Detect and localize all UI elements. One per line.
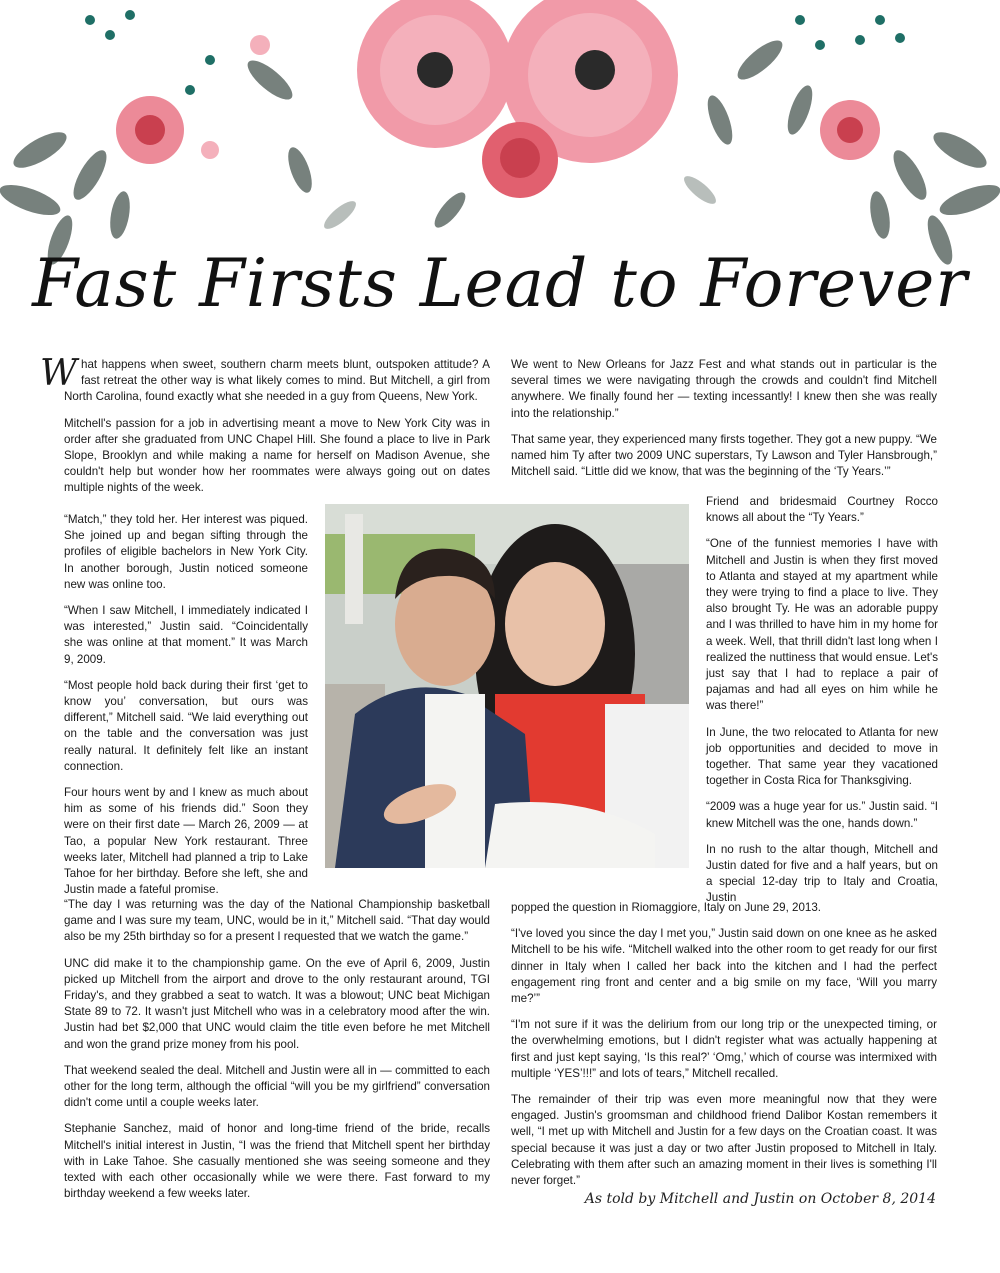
- article-title: Fast Firsts Lead to Forever: [32, 245, 968, 322]
- paragraph: Mitchell's passion for a job in advertising meant a move to New York City was in order after she graduated from UNC Chapel Hill. She found a place to live in Park Slope, Brooklyn and while making a name for herself on Madison Avenue, she couldn't help but wonder how her roommates were always going out on dates multiple nights of the week.: [64, 416, 490, 495]
- paragraph: In June, the two relocated to Atlanta for new job opportunities and decided to move in together. That same year they vacationed together in Costa Rica for Thanksgiving.: [706, 725, 938, 788]
- right-column-top: [511, 357, 937, 490]
- paragraph: “When I saw Mitchell, I immediately indicated I was interested,” Justin said. “Coincidentally she was online at that moment.” It was March 9, 2009.: [64, 604, 308, 666]
- right-column-lower: [511, 900, 937, 1199]
- paragraph: “One of the funniest memories I have with Mitchell and Justin is when they first moved to Atlanta and stayed at my apartment while they were trying to find a place to live. They also brought Ty. He was an adorable puppy and I was thrilled to have him in my home for a week. Well, that thrill didn't last long when I realized the nuttiness that would ensue. Let's just say that I had to replace a pair of pajamas and had all eyes on him while he was there!”: [706, 537, 938, 713]
- left-narrow-column: [64, 512, 308, 908]
- paragraph: UNC did make it to the championship game. On the eve of April 6, 2009, Justin picked up Mitchell from the airport and drove to the only restaurant around, TGI Friday's, and they grabbed a seat to watch. It was a blowout; UNC beat Michigan State 89 to 72. It wasn't just Mitchell who was in a celebratory mood after the win. Justin had bet $2,000 that UNC would claim the title even before he met Mitchell and won the grand prize money from his pool.: [64, 956, 490, 1051]
- paragraph: Stephanie Sanchez, maid of honor and long-time friend of the bride, recalls Mitchell's initial interest in Justin, “I was the friend that Mitchell spent her birthday with in Lake Tahoe. She casually mentioned she was seeing someone and they texted with each other occasionally while we were there. Fast forward to my birthday weekend a few weeks later.: [64, 1122, 490, 1201]
- paragraph: popped the question in Riomaggiore, Italy on June 29, 2013.: [511, 901, 822, 914]
- paragraph: “Most people hold back during their first ‘get to know you’ conversation, but ours was different,” Mitchell said. “We laid everything out on the table and the conversation was just really natural. It definitely felt like an instant connection.: [64, 678, 308, 773]
- paragraph: “The day I was returning was the day of the National Championship basketball game and I was sure my team, UNC, would be in it,” Mitchell said. “That day would also be my 25th birthday so for a present I requested that we watch the game.”: [64, 898, 490, 944]
- paragraph: “I've loved you since the day I met you,” Justin said down on one knee as he asked Mitchell to be his wife. “Mitchell walked into the other room to get ready for our first dinner in Italy when I called her back into the kitchen and I had the perfect engagement ring front and center and a big smile on my face, ‘Will you marry me?’”: [511, 927, 937, 1006]
- paragraph: “2009 was a huge year for us.” Justin said. “I knew Mitchell was the one, hands down.”: [706, 800, 938, 830]
- couple-photo: [325, 504, 689, 868]
- right-narrow-column: [706, 494, 938, 917]
- paragraph: “I'm not sure if it was the delirium from our long trip or the unexpected timing, or the overwhelming emotions, but I didn't register what was actually happening at first and just kept saying, ‘Is this real?’ ‘Omg,’ which of course was intermixed with multiple ‘YES’!!!” and lots of tears,” Mitchell recalled.: [511, 1018, 937, 1080]
- paragraph: In no rush to the altar though, Mitchell and Justin dated for five and a half years, but on a special 12-day trip to Italy and Croatia, Justin: [706, 842, 938, 905]
- signature-line: As told by Mitchell and Justin on October 8, 2014: [584, 1191, 936, 1207]
- floral-header-illustration: [0, 0, 1000, 270]
- left-column-lower: [64, 897, 490, 1212]
- paragraph: Friend and bridesmaid Courtney Rocco knows all about the “Ty Years.”: [706, 495, 938, 525]
- paragraph: The remainder of their trip was even more meaningful now that they were engaged. Justin's groomsman and childhood friend Dalibor Kostan remembers it well, “I met up with Mitchell and Justin for a few days on the Croatian coast. It was special because it was just a day or two after Justin proposed to Mitchell in Italy. Celebrating with them after such an amazing moment in their lives is something I'll never forget.”: [511, 1093, 937, 1188]
- left-column-top: [40, 353, 490, 507]
- paragraph: That same year, they experienced many firsts together. They got a new puppy. “We named him Ty after two 2009 UNC superstars, Ty Lawson and Tyler Hansbrough,” Mitchell said. “Little did we know, that was the beginning of the ‘Ty Years.’”: [511, 432, 937, 479]
- paragraph: What happens when sweet, southern charm meets blunt, outspoken attitude? A fast retreat the other way is what likely comes to mind. But Mitchell, a girl from North Carolina, found exactly what she needed in a guy from Queens, New York.: [40, 353, 490, 404]
- paragraph: Four hours went by and I knew as much about him as some of his friends did.” Soon they were on their first date — March 26, 2009 — at Tao, a popular New York restaurant. Three weeks later, Mitchell had planned a trip to Lake Tahoe for her birthday. Before she left, she and Justin made a fateful promise.: [64, 786, 308, 897]
- paragraph: We went to New Orleans for Jazz Fest and what stands out in particular is the several times we were navigating through the crowds and couldn't find Mitchell anywhere. We finally found her — texting incessantly! I knew then she was really into the relationship.”: [511, 358, 937, 420]
- drop-cap: W: [40, 353, 78, 394]
- paragraph: That weekend sealed the deal. Mitchell and Justin were all in — committed to each other for the long term, although the official “will you be my girlfriend” conversation didn't come until a couple weeks later.: [64, 1063, 490, 1110]
- paragraph: “Match,” they told her. Her interest was piqued. She joined up and began sifting through the profiles of eligible bachelors in New York City. In another borough, Justin noticed someone new was online too.: [64, 513, 308, 591]
